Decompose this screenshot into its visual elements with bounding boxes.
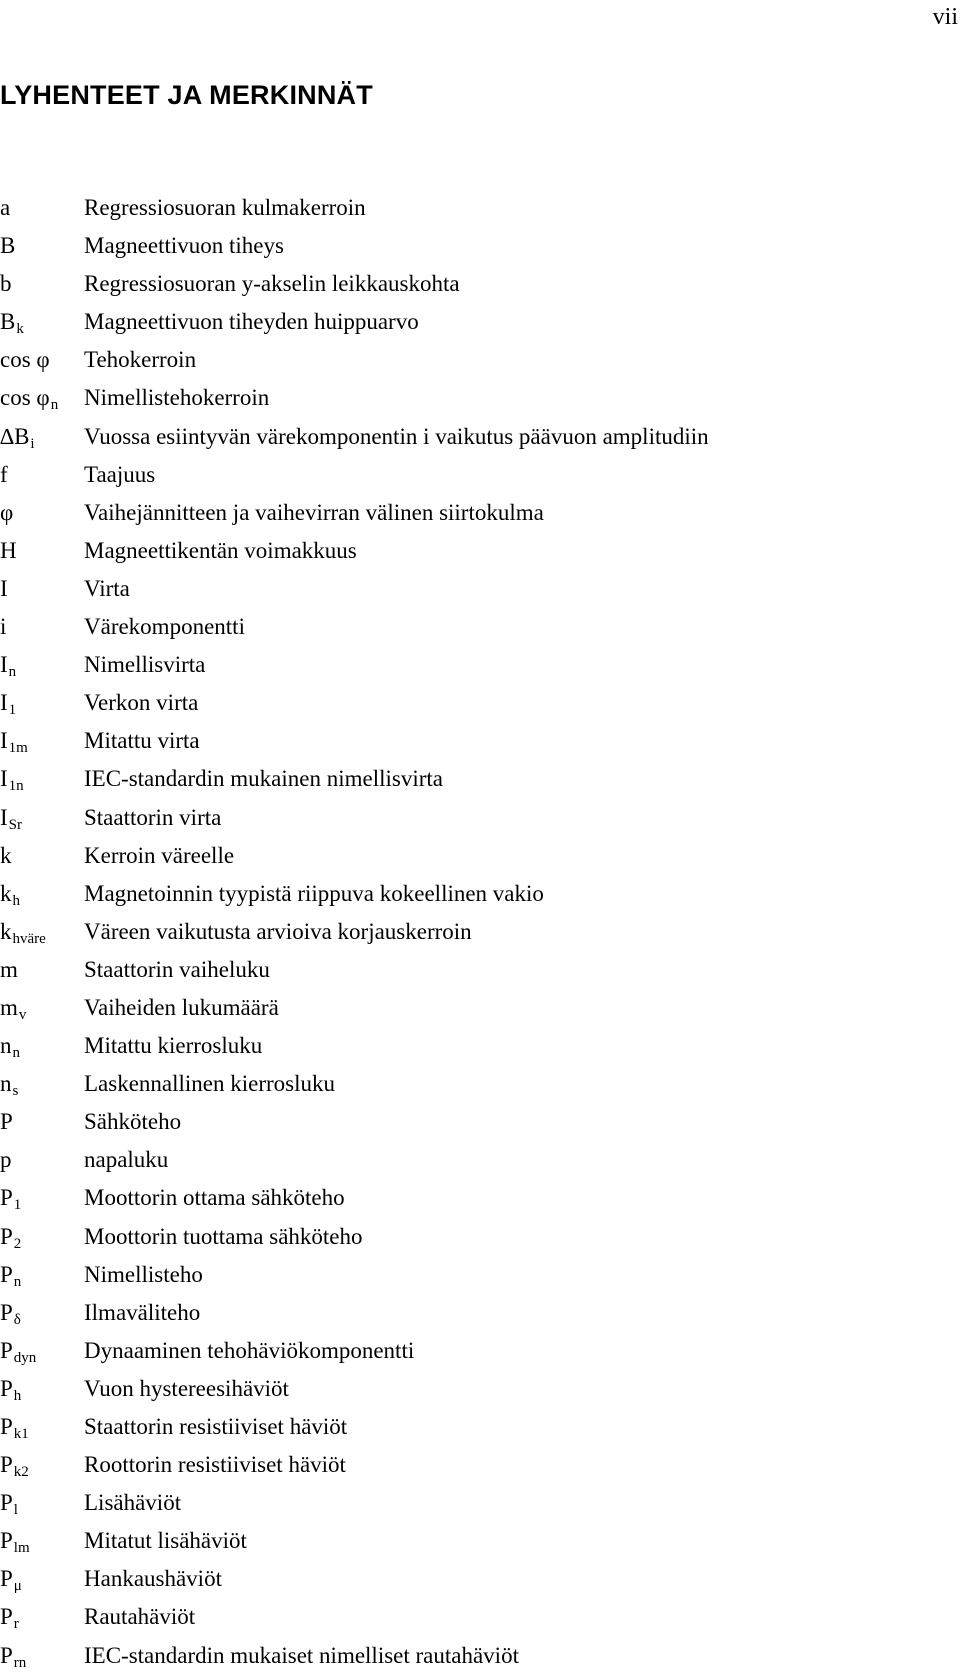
symbol-main: a: [0, 195, 11, 220]
symbol-main: H: [0, 537, 17, 563]
abbreviation-description: Sähköteho: [84, 1109, 182, 1135]
abbreviation-description: Magneettivuon tiheys: [84, 233, 284, 259]
abbreviation-symbol: [0, 726, 84, 759]
abbreviation-symbol: [0, 879, 84, 912]
abbreviation-description: Lisähäviöt: [84, 1490, 182, 1516]
abbreviation-description: Verkon virta: [84, 690, 199, 716]
abbreviation-symbol: [0, 1488, 84, 1521]
abbreviation-row: [0, 536, 960, 574]
abbreviation-description: Mitatut lisähäviöt: [84, 1528, 247, 1554]
abbreviation-row: [0, 1298, 960, 1336]
abbreviation-list: [0, 193, 960, 1679]
symbol-subscript: i: [30, 435, 35, 452]
symbol-main: P: [0, 1414, 13, 1439]
symbol-main: P: [0, 1642, 13, 1668]
symbol-main: P: [0, 1604, 13, 1630]
symbol-subscript: hväre: [12, 930, 46, 947]
abbreviation-symbol: [0, 1183, 84, 1216]
page-number: vii: [932, 4, 958, 30]
abbreviation-symbol: [0, 612, 84, 642]
symbol-main: f: [0, 461, 8, 487]
abbreviation-description: Laskennallinen kierrosluku: [84, 1071, 336, 1097]
abbreviation-description: Moottorin ottama sähköteho: [84, 1185, 345, 1211]
abbreviation-row: [0, 650, 960, 688]
abbreviation-symbol: [0, 1107, 84, 1137]
abbreviation-description: Vuossa esiintyvän värekomponentin i vaikutus päävuon amplitudiin: [84, 423, 709, 449]
abbreviation-row: [0, 1602, 960, 1640]
abbreviation-symbol: [0, 1641, 84, 1674]
symbol-subscript: k1: [13, 1426, 29, 1442]
abbreviation-symbol: [0, 955, 84, 985]
symbol-main: P: [0, 1223, 13, 1249]
symbol-main: P: [0, 1528, 13, 1554]
abbreviation-description: Dynaaminen tehohäviökomponentti: [84, 1337, 415, 1363]
abbreviation-row: [0, 993, 960, 1031]
abbreviation-row: [0, 460, 960, 498]
symbol-subscript: k: [16, 321, 24, 338]
abbreviation-row: [0, 574, 960, 612]
abbreviation-row: [0, 726, 960, 764]
abbreviation-symbol: [0, 1526, 84, 1559]
abbreviation-description: Tehokerroin: [84, 347, 197, 373]
symbol-subscript: lm: [13, 1540, 30, 1557]
abbreviation-description: Vaihejännitteen ja vaihevirran välinen siirtokulma: [84, 499, 544, 525]
abbreviation-symbol: [0, 1564, 84, 1597]
abbreviation-description: Nimellistehokerroin: [84, 385, 270, 411]
symbol-main: I: [0, 652, 8, 678]
symbol-subscript: μ: [13, 1578, 22, 1595]
symbol-main: I: [0, 804, 8, 830]
symbol-main: P: [0, 1452, 13, 1478]
abbreviation-description: Staattorin vaiheluku: [84, 956, 270, 982]
abbreviation-symbol: [0, 1298, 84, 1331]
symbol-subscript: l: [13, 1502, 18, 1519]
abbreviation-description: Väreen vaikutusta arvioiva korjauskerroin: [84, 918, 472, 944]
abbreviation-row: [0, 688, 960, 726]
symbol-main: i: [0, 614, 7, 640]
abbreviation-row: [0, 879, 960, 917]
abbreviation-symbol: [0, 1145, 84, 1175]
symbol-main: k: [0, 842, 12, 868]
abbreviation-symbol: [0, 574, 84, 604]
symbol-main: P: [0, 1337, 13, 1363]
symbol-subscript: s: [12, 1083, 19, 1100]
symbol-main: φ: [0, 499, 14, 525]
abbreviation-symbol: [0, 193, 84, 223]
abbreviation-symbol: [0, 269, 84, 299]
abbreviation-symbol: [0, 650, 84, 683]
symbol-main: B: [0, 309, 16, 335]
abbreviation-row: [0, 955, 960, 993]
symbol-main: P: [0, 1490, 13, 1516]
abbreviation-row: [0, 269, 960, 307]
abbreviation-description: Vuon hystereesihäviöt: [84, 1375, 289, 1401]
abbreviation-description: Taajuus: [84, 461, 156, 487]
abbreviation-row: [0, 1260, 960, 1298]
page-heading: LYHENTEET JA MERKINNÄT: [0, 80, 373, 110]
abbreviation-description: Värekomponentti: [84, 614, 245, 640]
symbol-main: ∆B: [0, 423, 30, 449]
abbreviation-row: [0, 612, 960, 650]
abbreviation-row: [0, 1222, 960, 1260]
abbreviation-row: [0, 1031, 960, 1069]
symbol-main: I: [0, 690, 8, 716]
abbreviation-row: [0, 383, 960, 421]
abbreviation-description: Hankaushäviöt: [84, 1566, 222, 1592]
abbreviation-row: [0, 764, 960, 802]
abbreviation-row: [0, 841, 960, 879]
abbreviation-row: [0, 1564, 960, 1602]
symbol-subscript: δ: [13, 1311, 21, 1328]
abbreviation-description: Virta: [84, 575, 130, 601]
abbreviation-description: IEC-standardin mukaiset nimelliset rautahäviöt: [84, 1642, 519, 1668]
symbol-subscript: n: [50, 397, 59, 414]
symbol-subscript: Sr: [8, 816, 23, 833]
abbreviation-row: [0, 1183, 960, 1221]
symbol-main: P: [0, 1109, 13, 1135]
abbreviation-symbol: [0, 1412, 84, 1445]
abbreviation-symbol: [0, 422, 84, 455]
abbreviation-row: [0, 1412, 960, 1450]
abbreviation-row: [0, 1336, 960, 1374]
abbreviation-symbol: [0, 1031, 84, 1064]
abbreviation-symbol: [0, 498, 84, 528]
symbol-subscript: n: [8, 664, 17, 681]
abbreviation-description: Staattorin resistiiviset häviöt: [84, 1414, 348, 1439]
symbol-main: n: [0, 1071, 12, 1097]
abbreviation-description: Magneettikentän voimakkuus: [84, 537, 357, 563]
abbreviation-description: Regressiosuoran kulmakerroin: [84, 195, 366, 220]
symbol-main: n: [0, 1033, 12, 1059]
abbreviation-description: IEC-standardin mukainen nimellisvirta: [84, 766, 443, 792]
symbol-main: m: [0, 956, 18, 982]
abbreviation-symbol: [0, 1450, 84, 1483]
abbreviation-symbol: [0, 764, 84, 797]
abbreviation-row: [0, 1641, 960, 1679]
symbol-main: I: [0, 766, 8, 792]
abbreviation-row: [0, 307, 960, 345]
symbol-main: P: [0, 1299, 13, 1325]
abbreviation-row: [0, 1450, 960, 1488]
abbreviation-symbol: [0, 460, 84, 490]
symbol-subscript: 1: [13, 1197, 22, 1214]
abbreviation-description: Staattorin virta: [84, 804, 222, 830]
symbol-subscript: r: [13, 1616, 19, 1633]
abbreviation-description: Nimellisvirta: [84, 652, 206, 678]
abbreviation-description: Magnetoinnin tyypistä riippuva kokeellinen vakio: [84, 880, 544, 906]
symbol-main: m: [0, 994, 18, 1020]
abbreviation-symbol: [0, 231, 84, 261]
abbreviation-row: [0, 1069, 960, 1107]
abbreviation-description: Vaiheiden lukumäärä: [84, 994, 279, 1020]
symbol-main: P: [0, 1261, 13, 1287]
symbol-subscript: n: [13, 1273, 22, 1290]
symbol-subscript: dyn: [13, 1349, 37, 1366]
abbreviation-symbol: [0, 1336, 84, 1369]
abbreviation-row: [0, 193, 960, 231]
symbol-subscript: 1m: [8, 740, 28, 757]
abbreviation-symbol: [0, 536, 84, 566]
symbol-main: p: [0, 1147, 12, 1173]
abbreviation-symbol: [0, 803, 84, 836]
symbol-main: I: [0, 575, 8, 601]
symbol-main: P: [0, 1185, 13, 1211]
abbreviation-symbol: [0, 1069, 84, 1102]
abbreviation-description: Kerroin väreelle: [84, 842, 235, 868]
abbreviation-row: [0, 231, 960, 269]
abbreviation-description: Rautahäviöt: [84, 1604, 196, 1630]
symbol-main: k: [0, 918, 12, 944]
symbol-main: P: [0, 1375, 13, 1401]
abbreviation-description: Nimellisteho: [84, 1261, 203, 1287]
symbol-subscript: rn: [13, 1654, 27, 1671]
symbol-subscript: k2: [13, 1464, 29, 1481]
abbreviation-description: Moottorin tuottama sähköteho: [84, 1223, 363, 1249]
symbol-main: b: [0, 271, 12, 297]
abbreviation-row: [0, 345, 960, 383]
abbreviation-description: Mitattu virta: [84, 728, 200, 754]
symbol-subscript: 1: [8, 702, 17, 719]
abbreviation-description: Regressiosuoran y-akselin leikkauskohta: [84, 271, 460, 297]
abbreviation-description: Mitattu kierrosluku: [84, 1033, 263, 1059]
symbol-subscript: h: [13, 1387, 22, 1404]
symbol-main: k: [0, 880, 12, 906]
abbreviation-row: [0, 1488, 960, 1526]
abbreviation-description: Magneettivuon tiheyden huippuarvo: [84, 309, 419, 335]
symbol-main: cos φ: [0, 385, 50, 411]
abbreviation-symbol: [0, 841, 84, 871]
abbreviation-description: Ilmaväliteho: [84, 1299, 201, 1325]
abbreviation-symbol: [0, 307, 84, 340]
symbol-main: P: [0, 1566, 13, 1592]
abbreviation-row: [0, 803, 960, 841]
symbol-main: cos φ: [0, 347, 50, 373]
abbreviation-symbol: [0, 993, 84, 1026]
abbreviation-row: [0, 917, 960, 955]
symbol-subscript: 1n: [8, 778, 24, 795]
abbreviation-row: [0, 1145, 960, 1183]
symbol-main: I: [0, 728, 8, 754]
abbreviation-symbol: [0, 383, 84, 416]
abbreviation-symbol: [0, 1222, 84, 1255]
symbol-main: B: [0, 233, 16, 259]
abbreviation-row: [0, 422, 960, 460]
abbreviation-row: [0, 1374, 960, 1412]
abbreviation-description: Roottorin resistiiviset häviöt: [84, 1452, 346, 1478]
abbreviation-description: napaluku: [84, 1147, 169, 1173]
symbol-subscript: n: [12, 1045, 20, 1062]
abbreviation-symbol: [0, 1602, 84, 1635]
abbreviation-row: [0, 1526, 960, 1564]
abbreviation-symbol: [0, 917, 84, 950]
abbreviation-row: [0, 1107, 960, 1145]
abbreviation-symbol: [0, 1260, 84, 1293]
abbreviation-symbol: [0, 345, 84, 375]
symbol-subscript: 2: [13, 1235, 22, 1252]
abbreviation-row: [0, 498, 960, 536]
symbol-subscript: h: [12, 892, 20, 909]
abbreviation-symbol: [0, 688, 84, 721]
abbreviation-symbol: [0, 1374, 84, 1407]
symbol-subscript: v: [18, 1006, 27, 1023]
